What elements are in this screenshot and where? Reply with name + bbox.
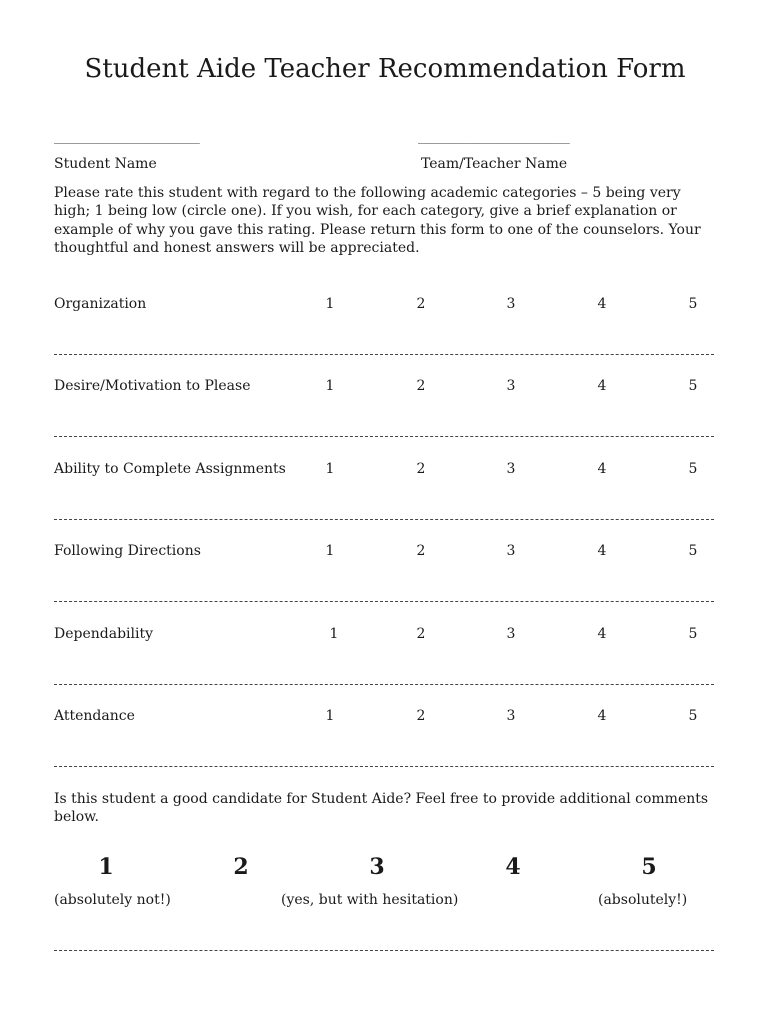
rating-option-2[interactable]: 2 [416, 461, 426, 477]
student-name-line[interactable]: ________________________ [54, 130, 199, 144]
rating-option-3[interactable]: 3 [506, 708, 516, 724]
scale-label-low: (absolutely not!) [54, 892, 171, 908]
comment-line[interactable] [54, 519, 714, 520]
rating-option-1[interactable]: 1 [329, 626, 339, 642]
rating-option-4[interactable]: 4 [597, 708, 607, 724]
candidate-rating-5[interactable]: 5 [641, 854, 657, 880]
rating-option-4[interactable]: 4 [597, 543, 607, 559]
rating-option-3[interactable]: 3 [506, 296, 516, 312]
rating-option-4[interactable]: 4 [597, 378, 607, 394]
category-label: Ability to Complete Assignments [54, 461, 286, 477]
rating-option-3[interactable]: 3 [506, 543, 516, 559]
comment-line[interactable] [54, 436, 714, 437]
rating-option-5[interactable]: 5 [688, 543, 698, 559]
rating-option-1[interactable]: 1 [325, 296, 335, 312]
candidate-rating-1[interactable]: 1 [98, 854, 114, 880]
candidate-rating-2[interactable]: 2 [233, 854, 249, 880]
rating-option-1[interactable]: 1 [325, 461, 335, 477]
rating-option-2[interactable]: 2 [416, 378, 426, 394]
category-label: Following Directions [54, 543, 201, 559]
rating-option-4[interactable]: 4 [597, 461, 607, 477]
category-label: Desire/Motivation to Please [54, 378, 251, 394]
instructions-text: Please rate this student with regard to the following academic categories – 5 being very high; 1 being low (circle one). If you wish, for each category, give a brief explanation or example of why you gave this rating. Please return this form to one of the counselors. Your thoughtful and honest answers will be appreciated. [54, 185, 701, 257]
rating-option-2[interactable]: 2 [416, 708, 426, 724]
page-title: Student Aide Teacher Recommendation Form [84, 54, 686, 84]
rating-option-3[interactable]: 3 [506, 378, 516, 394]
rating-option-2[interactable]: 2 [416, 543, 426, 559]
rating-option-1[interactable]: 1 [325, 708, 335, 724]
scale-label-mid: (yes, but with hesitation) [281, 892, 459, 908]
category-label: Attendance [54, 708, 135, 724]
rating-option-5[interactable]: 5 [688, 461, 698, 477]
rating-option-3[interactable]: 3 [506, 461, 516, 477]
candidate-rating-4[interactable]: 4 [505, 854, 521, 880]
rating-option-5[interactable]: 5 [688, 626, 698, 642]
rating-option-2[interactable]: 2 [416, 296, 426, 312]
rating-option-4[interactable]: 4 [597, 626, 607, 642]
comment-line[interactable] [54, 601, 714, 602]
comments-line[interactable] [54, 950, 714, 951]
rating-option-5[interactable]: 5 [688, 296, 698, 312]
scale-label-high: (absolutely!) [598, 892, 688, 908]
category-label: Organization [54, 296, 147, 312]
candidate-rating-3[interactable]: 3 [369, 854, 385, 880]
comment-line[interactable] [54, 354, 714, 355]
rating-option-1[interactable]: 1 [325, 378, 335, 394]
category-label: Dependability [54, 626, 154, 642]
rating-option-4[interactable]: 4 [597, 296, 607, 312]
rating-option-5[interactable]: 5 [688, 378, 698, 394]
comment-line[interactable] [54, 766, 714, 767]
teacher-name-line[interactable]: _________________________ [418, 130, 569, 144]
rating-option-1[interactable]: 1 [325, 543, 335, 559]
rating-option-5[interactable]: 5 [688, 708, 698, 724]
comment-line[interactable] [54, 684, 714, 685]
teacher-name-label: Team/Teacher Name [421, 156, 568, 172]
rating-option-2[interactable]: 2 [416, 626, 426, 642]
student-name-label: Student Name [54, 156, 157, 172]
candidate-question: Is this student a good candidate for Student Aide? Feel free to provide additional comments below. [54, 791, 709, 826]
rating-option-3[interactable]: 3 [506, 626, 516, 642]
